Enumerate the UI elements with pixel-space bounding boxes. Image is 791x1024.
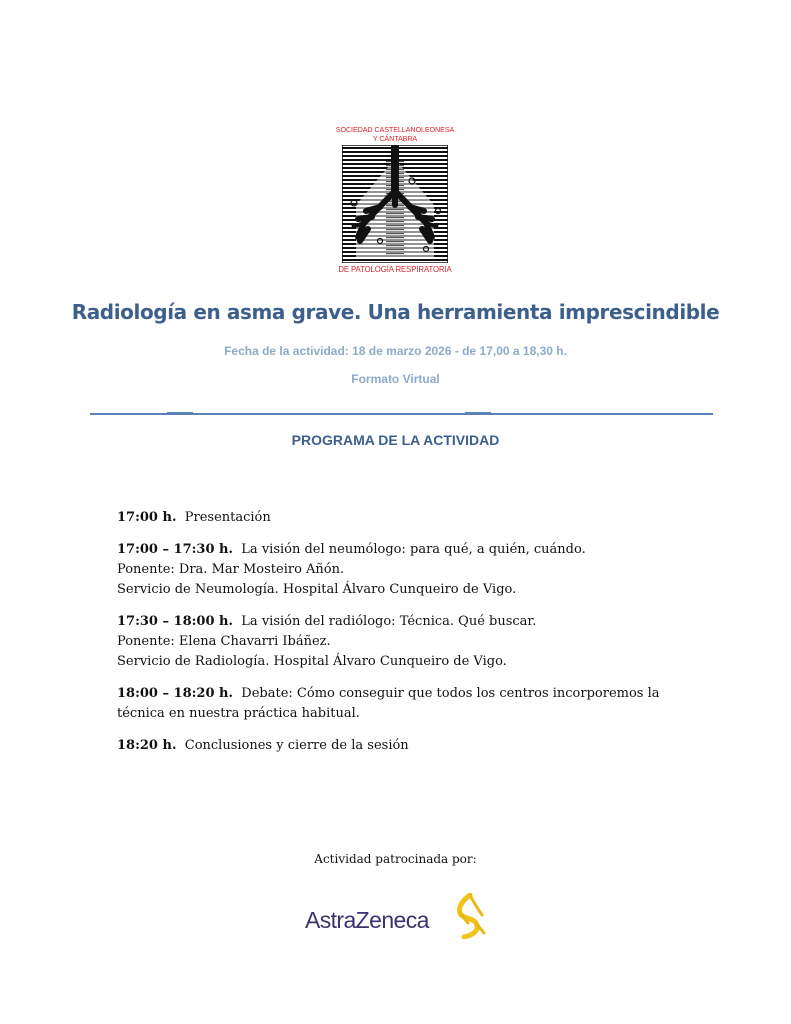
sponsor-name: AstraZeneca	[305, 907, 429, 933]
program-title: PROGRAMA DE LA ACTIVIDAD	[291, 432, 500, 448]
agenda-list	[117, 508, 717, 768]
agenda-item	[117, 540, 717, 600]
agenda-text: La visión del neumólogo: para qué, a quién, cuándo.	[241, 542, 586, 557]
divider-accent	[167, 412, 193, 414]
logo-society-name	[330, 125, 460, 143]
agenda-text-continued: técnica en nuestra práctica habitual.	[117, 706, 360, 721]
agenda-affiliation: Servicio de Neumología. Hospital Álvaro Cunqueiro de Vigo.	[117, 582, 517, 597]
activity-date: Fecha de la actividad: 18 de marzo 2026 - de 17,00 a 18,30 h.	[224, 344, 567, 358]
lungs-bronchi-logo-icon	[342, 145, 448, 263]
agenda-item	[117, 612, 717, 672]
agenda-time: 18:20 h.	[117, 738, 177, 753]
agenda-item	[117, 508, 717, 528]
agenda-text: La visión del radiólogo: Técnica. Qué buscar.	[241, 614, 537, 629]
agenda-affiliation: Servicio de Radiología. Hospital Álvaro Cunqueiro de Vigo.	[117, 654, 507, 669]
agenda-time: 17:00 – 17:30 h.	[117, 542, 234, 557]
agenda-speaker: Ponente: Dra. Mar Mosteiro Añón.	[117, 562, 345, 577]
logo-line-1: SOCIEDAD CASTELLANOLEONESA	[335, 125, 455, 134]
page-title: Radiología en asma grave. Una herramienta imprescindible	[71, 300, 720, 324]
divider-accent	[465, 412, 491, 414]
agenda-time: 18:00 – 18:20 h.	[117, 686, 234, 701]
sponsor-logo	[305, 893, 495, 943]
agenda-speaker: Ponente: Elena Chavarri Ibáñez.	[117, 634, 331, 649]
agenda-item	[117, 684, 717, 724]
agenda-time: 17:30 – 18:00 h.	[117, 614, 234, 629]
agenda-text: Presentación	[184, 510, 271, 525]
agenda-text: Conclusiones y cierre de la sesión	[184, 738, 409, 753]
activity-format: Formato Virtual	[351, 372, 440, 386]
astrazeneca-symbol-icon	[448, 893, 488, 939]
agenda-time: 17:00 h.	[117, 510, 177, 525]
logo-subtitle: DE PATOLOGÍA RESPIRATORIA	[338, 265, 452, 274]
sponsor-label: Actividad patrocinada por:	[314, 852, 477, 866]
logo-line-2: Y CÁNTABRA	[372, 134, 418, 143]
agenda-text: Debate: Cómo conseguir que todos los centros incorporemos la	[241, 686, 660, 701]
agenda-item	[117, 736, 717, 756]
